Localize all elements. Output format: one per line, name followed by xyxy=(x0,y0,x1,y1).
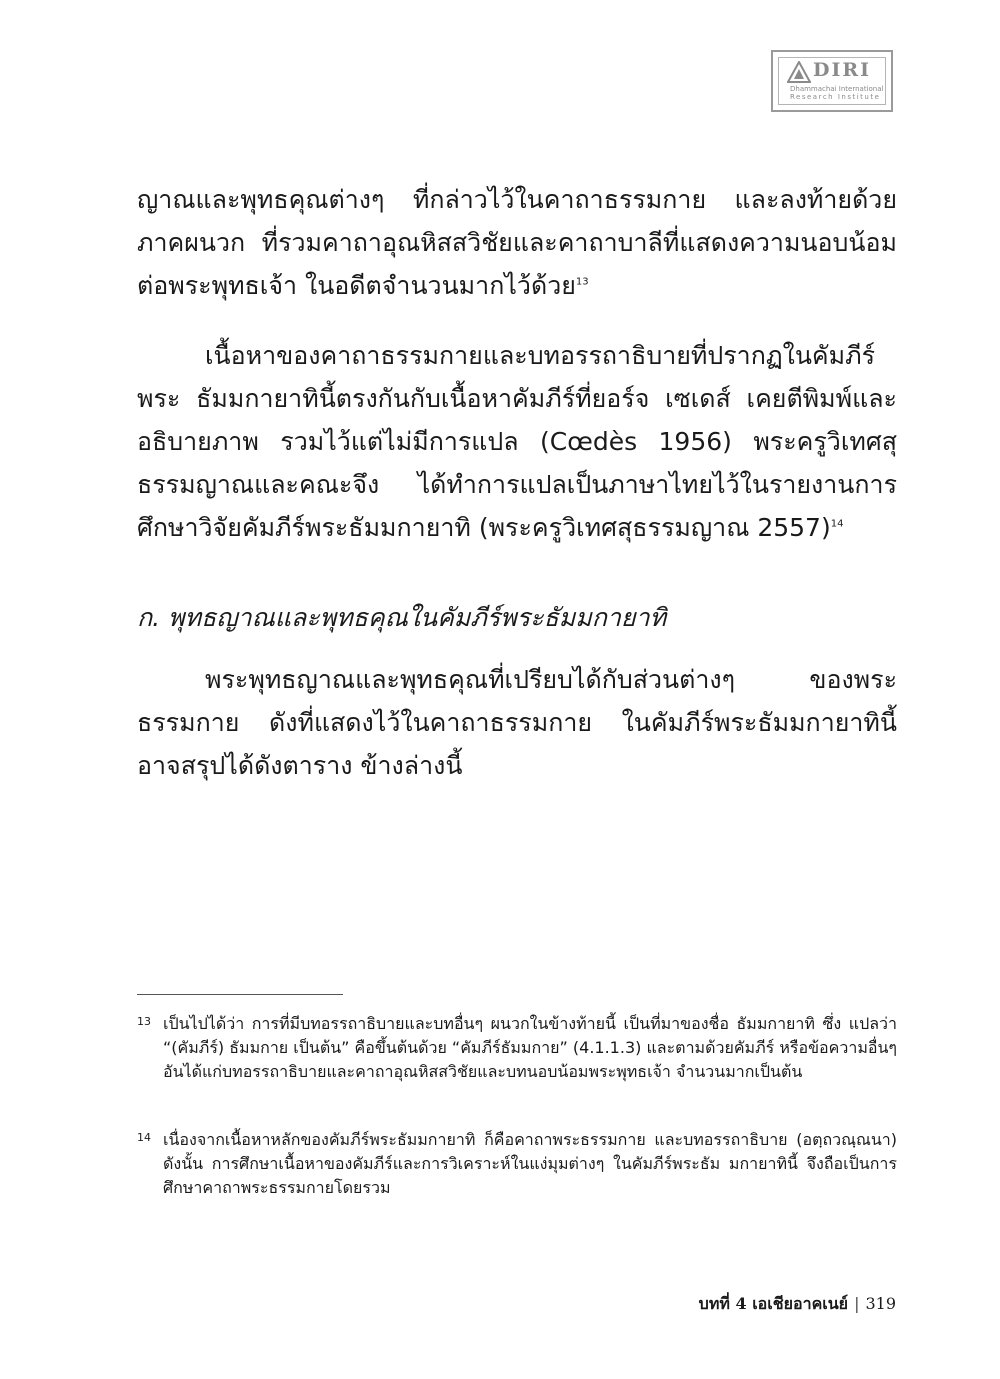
footnote-divider xyxy=(137,994,343,995)
paragraph-line: ญาณและพุทธคุณต่างๆ ที่กล่าวไว้ในคาถาธรรมกาย และลงท้ายด้วยภาคผนวก xyxy=(137,185,897,257)
footnote-line: แปลว่า “(คัมภีร์) ธัมมกาย เป็นต้น” คือขึ้นต้นด้วย “คัมภีร์ธัมมกาย” (4.1.1.3) และตามด้วยคัมภีร์ xyxy=(163,1014,898,1057)
footer-separator: | xyxy=(854,1294,860,1313)
page-number: 319 xyxy=(865,1294,896,1313)
paragraph-line: ดังที่แสดงไว้ในคาถาธรรมกาย ในคัมภีร์พระธัมมกายาทินี้ อาจสรุปได้ดังตาราง xyxy=(137,708,897,780)
paragraph-3 xyxy=(137,658,897,787)
paragraph-line: ข้างล่างนี้ xyxy=(360,751,463,780)
footnote-ref-13[interactable]: 13 xyxy=(575,276,589,288)
paragraph-line: (พระครูวิเทศสุธรรมญาณ 2557) xyxy=(478,513,831,542)
paragraph-line: ที่รวมคาถาอุณหิสสวิชัยและคาถาบาลีที่แสดงความนอบน้อมต่อพระพุทธเจ้า xyxy=(137,228,897,300)
footnote-line: จำนวนมากเป็นต้น xyxy=(675,1062,803,1081)
footnote-line: (อตฺถวณฺณนา) ดังนั้น การศึกษาเนื้อหาของคัมภีร์และการวิเคราะห์ในแง่มุมต่างๆ ในคัมภีร์พระธัม xyxy=(163,1130,897,1173)
footnote-text xyxy=(163,1012,897,1084)
section-heading: ก. พุทธญาณและพุทธคุณในคัมภีร์พระธัมมกายาทิ xyxy=(137,603,667,632)
logo-title: DIRI xyxy=(813,59,872,81)
triangle-logo-icon xyxy=(787,61,811,83)
diri-logo xyxy=(771,50,893,112)
paragraph-line: ในอดีตจำนวนมากไว้ด้วย xyxy=(305,271,576,300)
paragraph-line: เนื้อหาของคาถาธรรมกายและบทอรรถาธิบายที่ปรากฏในคัมภีร์พระ xyxy=(137,341,876,413)
footnote-number: 13 xyxy=(137,1015,151,1028)
footnote-line: เนื่องจากเนื้อหาหลักของคัมภีร์พระธัมมกายาทิ ก็คือคาถาพระธรรมกาย และบทอรรถาธิบาย xyxy=(163,1130,788,1149)
footnote-14 xyxy=(137,1128,897,1200)
chapter-title: บทที่ 4 เอเชียอาคเนย์ xyxy=(698,1294,849,1313)
footnote-line: มกายาทินี้ จึงถือเป็นการศึกษาคาถาพระธรรมกายโดยรวม xyxy=(163,1154,897,1197)
paragraph-line: พระพุทธญาณและพุทธคุณที่เปรียบได้กับส่วนต่างๆ ของพระธรรมกาย xyxy=(137,665,897,737)
paragraph-1 xyxy=(137,178,897,307)
paragraph-2 xyxy=(137,334,897,549)
footnote-13 xyxy=(137,1012,897,1084)
logo-subtitle-line1: Dhammachai International xyxy=(790,85,884,93)
page-footer xyxy=(699,1292,896,1317)
footnote-number: 14 xyxy=(137,1131,151,1144)
footnote-line: เป็นไปได้ว่า การที่มีบทอรรถาธิบายและบทอื่นๆ ผนวกในข้างท้ายนี้ เป็นที่มาของชื่อ ธัมมกายาทิ ซึ่ง xyxy=(163,1014,842,1033)
footnote-ref-14[interactable]: 14 xyxy=(830,518,844,530)
logo-subtitle-line2: Research Institute xyxy=(790,93,881,101)
footnote-line: หรือข้อความอื่นๆ อันได้แก่บทอรรถาธิบายและคาถาอุณหิสสวิชัยและบทนอบน้อมพระพุทธเจ้า xyxy=(163,1038,897,1081)
footnote-text xyxy=(163,1128,897,1200)
paragraph-line: ธัมมกายาทินี้ตรงกันกับเนื้อหาคัมภีร์ที่ยอร์จ เซเดส์ เคยตีพิมพ์และอธิบายภาพ xyxy=(137,384,897,456)
paragraph-line: รวมไว้แต่ไม่มีการแปล (Cœdès 1956) พระครูวิเทศสุธรรมญาณและคณะจึง xyxy=(137,427,898,499)
paragraph-line: ได้ทำการแปลเป็นภาษาไทยไว้ในรายงานการศึกษาวิจัยคัมภีร์พระธัมมกายาทิ xyxy=(137,470,897,542)
